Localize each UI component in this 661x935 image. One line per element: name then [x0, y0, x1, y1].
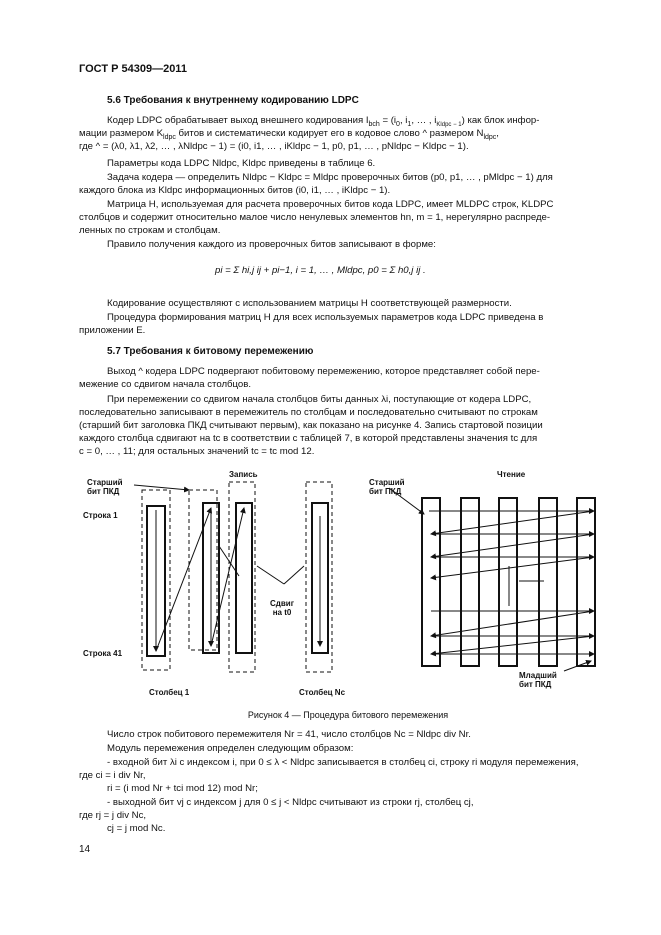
s57-paragraph-2-line-3: (старший бит заголовка ПКД считывают первым), как показано на рисунке 4. Запись стартовой позиции: [79, 420, 543, 431]
parity-formula: pi = Σ hi,j ij + pi−1, i = 1, … , Mldpc, p0 = Σ h0,j ij .: [215, 265, 426, 276]
write-columns: [147, 503, 328, 656]
s57-paragraph-1-line-2: межение со сдвигом начала столбцов.: [79, 379, 252, 390]
write-arrows: [156, 508, 320, 651]
input-bit-rule-line: - входной бит λi с индексом i, при 0 ≤ λ < Nldpc записывается в столбец ci, строку ri модуля перемежения,: [107, 757, 579, 768]
section-5-6-title: 5.6 Требования к внутреннему кодированию LDPC: [107, 95, 359, 106]
s56-paragraph-7-line-1: Процедура формирования матриц H для всех используемых параметров кода LDPC приведена в: [107, 312, 544, 323]
s57-paragraph-2-line-2: последовательно записывают в перемежитель по столбцам и последовательно считывают по строкам: [79, 407, 538, 418]
s56-paragraph-4-line-3: ленных по строкам и столбцам.: [79, 225, 221, 236]
read-title: Чтение: [497, 470, 526, 479]
interleaving-diagram: [79, 466, 617, 706]
write-title: Запись: [229, 470, 258, 479]
msb-right-label: Старший бит ПКД: [369, 478, 405, 496]
figure-4-caption: Рисунок 4 — Процедура битового перемежения: [247, 710, 449, 720]
page-number: 14: [79, 844, 91, 855]
section-5-7-title: 5.7 Требования к битовому перемежению: [107, 346, 314, 357]
s56-paragraph-4-line-2: столбцов и содержит относительно малое число ненулевых элементов hn, m = 1, нерегулярно распреде-: [79, 212, 551, 223]
s56-paragraph-3-line-1: Задача кодера — определить Nldpc − Kldpc = Mldpc проверочных битов (p0, p1, … , pMldpc − 1) для: [107, 172, 553, 183]
s56-paragraph-7-line-2: приложении Е.: [79, 325, 146, 336]
s56-paragraph-4-line-1: Матрица H, используемая для расчета проверочных битов кода LDPC, имеет MLDPC строк, KLDPC: [107, 199, 554, 210]
row-41-label: Строка 41: [83, 649, 123, 658]
s57-paragraph-2-line-4: каждого столбца сдвигают на tc в соответствии с таблицей 7, в которой представлены значения tc для: [79, 433, 538, 444]
s56-paragraph-2: Параметры кода LDPC Nldpc, Kldpc приведены в таблице 6.: [107, 158, 376, 169]
output-bit-rule-line: - выходной бит vj с индексом j для 0 ≤ j < Nldpc считывают из строки rj, столбец cj,: [107, 797, 474, 808]
s56-paragraph-3-line-2: каждого блока из Kldpc информационных битов (i0, i1, … , iKldpc − 1).: [79, 185, 391, 196]
shift-label: Сдвиг на t0: [270, 599, 295, 617]
read-arrows: [429, 511, 594, 654]
s56-paragraph-1-line-1: Кодер LDPC обрабатывает выход внешнего кодирования $I_{bch} = (i_0$, $i_1$, … , $i_{Kldpc - 1}$) как блок инфор-: [107, 115, 540, 128]
shift-indicator: [219, 546, 304, 584]
s57-paragraph-1-line-1: Выход ^ кодера LDPC подвергают побитовому перемежению, которое представляет собой пере-: [107, 366, 540, 377]
row-1-label: Строка 1: [83, 511, 118, 520]
document-header: ГОСТ Р 54309—2011: [79, 63, 187, 75]
msb-pointer: [134, 485, 189, 490]
column-1-label: Столбец 1: [149, 688, 190, 697]
figure-4: [79, 466, 617, 706]
s56-paragraph-6: Кодирование осуществляют с использованием матрицы H соответствующей размерности.: [107, 298, 512, 309]
ri-formula-line: ri = (i mod Nr + tci mod 12) mod Nr;: [107, 783, 258, 794]
cj-formula-line: cj = j mod Nc.: [107, 823, 166, 834]
s57-paragraph-2-line-1: При перемежении со сдвигом начала столбцов биты данных λi, поступающие от кодера LDPC,: [107, 394, 532, 405]
s56-paragraph-1-line-3: где ^ = (λ0, λ1, λ2, … , λNldpc − 1) = (i0, i1, … , iKldpc − 1, p0, p1, … , pNldpc − Kldpc − 1).: [79, 141, 469, 152]
s57-paragraph-2-line-5: c = 0, … , 11; для остальных значений tc = tc mod 12.: [79, 446, 315, 457]
interleaver-size-line: Число строк побитового перемежителя Nr = 41, число столбцов Nc = Nldpc div Nr.: [107, 729, 471, 740]
s56-paragraph-5: Правило получения каждого из проверочных битов записывают в форме:: [107, 239, 436, 250]
rj-formula-line: где rj = j div Nc,: [79, 810, 147, 821]
column-nc-label: Столбец Nc: [299, 688, 346, 697]
s56-paragraph-1-line-2: мации размером $K_{ldpc}$ битов и систематически кодирует его в кодовое слово ^ размером $N_{ldpc}$,: [79, 128, 499, 141]
module-definition-line: Модуль перемежения определен следующим образом:: [107, 743, 354, 754]
msb-left-label: Старший бит ПКД: [87, 478, 123, 496]
ci-formula-line: где ci = i div Nr,: [79, 770, 146, 781]
lsb-right-label: Младший бит ПКД: [519, 671, 557, 689]
